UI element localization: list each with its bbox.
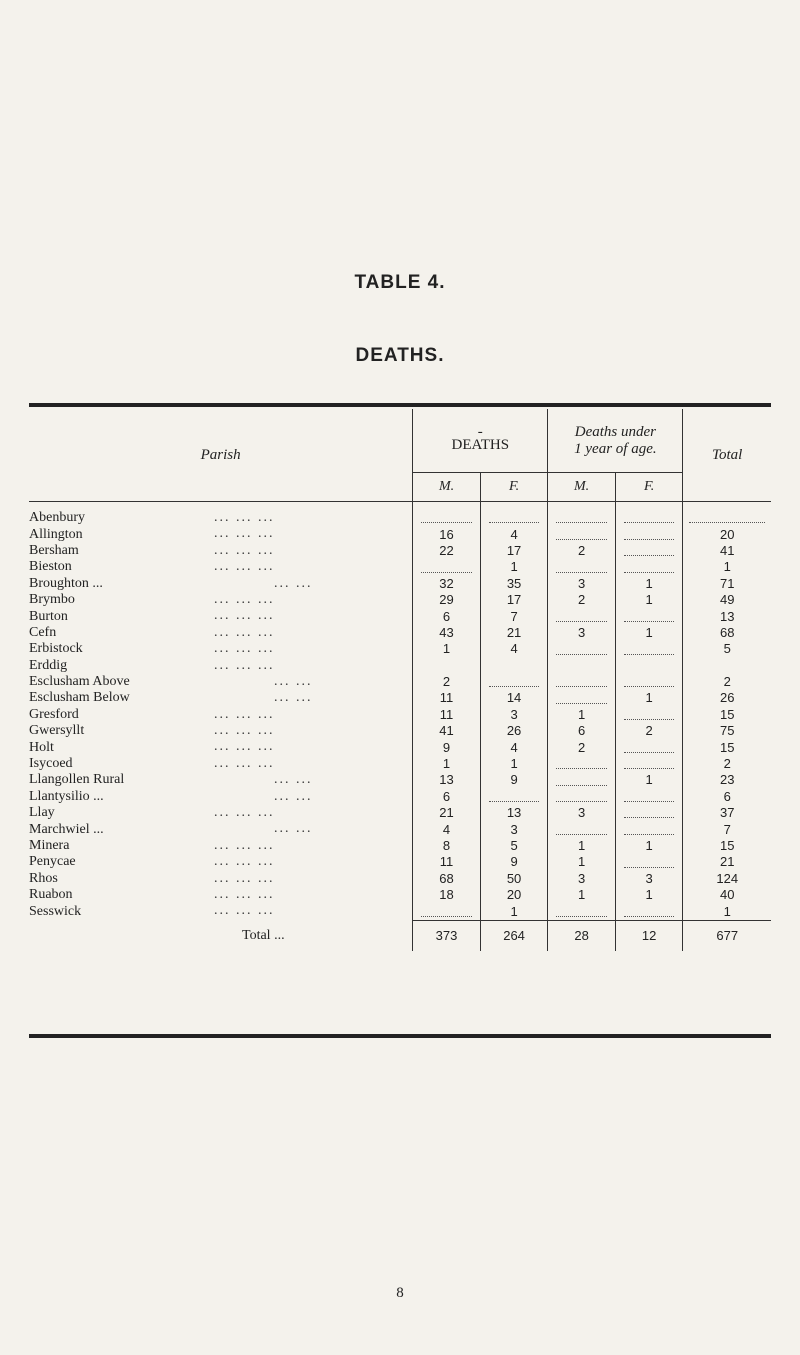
table-row	[29, 789, 771, 805]
table-row	[29, 658, 771, 674]
totals-under-m: 28	[548, 920, 616, 951]
parish-cell	[29, 739, 413, 755]
under-f-cell	[615, 805, 683, 821]
totals-deaths-m: 373	[413, 920, 481, 951]
parish-cell	[29, 526, 413, 542]
under-m-cell	[548, 526, 616, 542]
deaths-f-cell: 26	[480, 723, 548, 739]
deaths-f-cell: 4	[480, 526, 548, 542]
deaths-m-cell: 16	[413, 526, 481, 542]
under-m-cell	[548, 821, 616, 837]
total-cell: 124	[683, 871, 771, 887]
deaths-m-cell: 29	[413, 592, 481, 608]
parish-name: Penycae	[29, 854, 76, 870]
leader-dots: ... ...	[274, 575, 313, 591]
under-m-cell: 3	[548, 871, 616, 887]
under-f-cell: 2	[615, 723, 683, 739]
deaths-m-cell	[413, 658, 481, 674]
parish-cell	[29, 903, 413, 920]
table-body	[29, 502, 771, 921]
under-m-cell: 1	[548, 854, 616, 870]
under-f-cell	[615, 526, 683, 542]
deaths-m-cell: 18	[413, 887, 481, 903]
under-m-cell	[548, 690, 616, 706]
leader-dots: ... ... ...	[214, 608, 275, 624]
deaths-m-cell: 41	[413, 723, 481, 739]
table-label: TABLE 4.	[354, 272, 446, 293]
deaths-f-cell: 1	[480, 559, 548, 575]
deaths-m-cell: 68	[413, 871, 481, 887]
leader-dots: ... ... ...	[214, 624, 275, 640]
leader-dots: ... ... ...	[214, 510, 275, 525]
deaths-m-cell: 43	[413, 625, 481, 641]
parish-name: Llay	[29, 805, 55, 821]
under-m-cell: 2	[548, 543, 616, 559]
deaths-m-cell: 32	[413, 576, 481, 592]
parish-name: Burton	[29, 608, 68, 624]
under-m-cell	[548, 559, 616, 575]
table-row	[29, 887, 771, 903]
parish-name: Cefn	[29, 624, 57, 640]
deaths-m-cell: 9	[413, 739, 481, 755]
deaths-f-cell: 14	[480, 690, 548, 706]
under-f-cell	[615, 739, 683, 755]
table-row	[29, 559, 771, 575]
parish-cell	[29, 707, 413, 723]
total-cell: 15	[683, 838, 771, 854]
table-row	[29, 526, 771, 542]
under-m-cell: 3	[548, 805, 616, 821]
parish-cell	[29, 756, 413, 772]
parish-cell	[29, 887, 413, 903]
table-row	[29, 690, 771, 706]
leader-dots: ... ... ...	[214, 903, 275, 919]
parish-name: Abenbury	[29, 510, 85, 526]
deaths-f-cell	[480, 510, 548, 526]
parish-name: Marchwiel ...	[29, 821, 104, 837]
deaths-f-cell: 3	[480, 821, 548, 837]
under-m-cell: 1	[548, 707, 616, 723]
leader-dots: ... ... ...	[214, 706, 275, 722]
under-f-cell	[615, 658, 683, 674]
deaths-m-cell: 11	[413, 690, 481, 706]
table-row	[29, 723, 771, 739]
table-top-rule	[29, 403, 771, 407]
parish-cell	[29, 805, 413, 821]
total-cell: 2	[683, 674, 771, 690]
col-header-under-m: M.	[548, 473, 616, 502]
total-cell: 1	[683, 559, 771, 575]
total-cell: 7	[683, 821, 771, 837]
total-cell: 1	[683, 903, 771, 920]
under-m-cell: 6	[548, 723, 616, 739]
col-header-under-one-line1: Deaths under	[574, 423, 656, 440]
parish-name: Esclusham Below	[29, 690, 130, 706]
table-row	[29, 625, 771, 641]
deaths-table	[29, 409, 771, 951]
total-cell: 71	[683, 576, 771, 592]
under-m-cell	[548, 903, 616, 920]
under-f-cell: 1	[615, 592, 683, 608]
parish-cell	[29, 723, 413, 739]
under-f-cell	[615, 707, 683, 723]
total-cell: 40	[683, 887, 771, 903]
parish-cell	[29, 510, 413, 526]
parish-cell	[29, 854, 413, 870]
deaths-f-cell	[480, 658, 548, 674]
parish-name: Isycoed	[29, 756, 73, 772]
parish-name: Erddig	[29, 657, 68, 673]
parish-cell	[29, 592, 413, 608]
col-header-under-one	[548, 409, 683, 473]
under-f-cell: 1	[615, 772, 683, 788]
under-f-cell	[615, 821, 683, 837]
under-f-cell	[615, 543, 683, 559]
total-cell: 75	[683, 723, 771, 739]
total-cell: 49	[683, 592, 771, 608]
leader-dots: ... ... ...	[214, 805, 275, 821]
under-f-cell	[615, 903, 683, 920]
deaths-f-cell	[480, 789, 548, 805]
leader-dots: ... ...	[274, 772, 313, 788]
leader-dots: ... ... ...	[214, 723, 275, 739]
deaths-m-cell: 21	[413, 805, 481, 821]
col-header-parish: Parish	[29, 409, 413, 502]
parish-cell	[29, 838, 413, 854]
parish-name: Esclusham Above	[29, 674, 130, 690]
table-row	[29, 903, 771, 920]
col-header-deaths-f: F.	[480, 473, 548, 502]
deaths-m-cell: 22	[413, 543, 481, 559]
deaths-f-cell: 1	[480, 756, 548, 772]
total-cell: 6	[683, 789, 771, 805]
deaths-f-cell: 13	[480, 805, 548, 821]
col-header-total: Total	[683, 409, 771, 502]
table-row	[29, 805, 771, 821]
deaths-f-cell: 1	[480, 903, 548, 920]
col-header-deaths: - DEATHS	[413, 409, 548, 473]
deaths-f-cell	[480, 674, 548, 690]
under-f-cell	[615, 641, 683, 657]
leader-dots: ... ... ...	[214, 739, 275, 755]
leader-dots: ... ... ...	[214, 870, 275, 886]
under-f-cell	[615, 854, 683, 870]
total-cell: 21	[683, 854, 771, 870]
parish-name: Llangollen Rural	[29, 772, 125, 788]
leader-dots: ... ...	[274, 690, 313, 706]
parish-cell	[29, 559, 413, 575]
table-row	[29, 756, 771, 772]
page-number: 8	[396, 1285, 404, 1301]
col-header-under-f: F.	[615, 473, 683, 502]
deaths-m-cell: 11	[413, 707, 481, 723]
table-row	[29, 854, 771, 870]
deaths-f-cell: 9	[480, 854, 548, 870]
deaths-f-cell: 9	[480, 772, 548, 788]
total-cell	[683, 658, 771, 674]
deaths-m-cell: 11	[413, 854, 481, 870]
table-row	[29, 641, 771, 657]
total-cell: 68	[683, 625, 771, 641]
under-f-cell: 1	[615, 838, 683, 854]
table-row	[29, 592, 771, 608]
total-cell	[683, 510, 771, 526]
under-m-cell	[548, 510, 616, 526]
total-cell: 15	[683, 707, 771, 723]
deaths-f-cell: 17	[480, 543, 548, 559]
col-header-deaths-label: DEATHS	[451, 437, 510, 453]
under-m-cell: 1	[548, 887, 616, 903]
leader-dots: ... ... ...	[214, 591, 275, 607]
leader-dots: ... ...	[274, 788, 313, 804]
under-f-cell: 1	[615, 690, 683, 706]
deaths-f-cell: 4	[480, 739, 548, 755]
deaths-m-cell: 6	[413, 789, 481, 805]
parish-name: Allington	[29, 526, 83, 542]
total-cell: 41	[683, 543, 771, 559]
leader-dots: ... ... ...	[214, 837, 275, 853]
parish-cell	[29, 543, 413, 559]
leader-dots: ... ... ...	[214, 641, 275, 657]
parish-cell	[29, 789, 413, 805]
parish-cell	[29, 608, 413, 624]
under-f-cell: 1	[615, 625, 683, 641]
deaths-m-cell: 8	[413, 838, 481, 854]
deaths-f-cell: 50	[480, 871, 548, 887]
total-cell: 2	[683, 756, 771, 772]
deaths-m-cell	[413, 559, 481, 575]
under-m-cell	[548, 608, 616, 624]
deaths-m-cell: 1	[413, 756, 481, 772]
total-cell: 13	[683, 608, 771, 624]
parish-cell	[29, 625, 413, 641]
under-m-cell	[548, 789, 616, 805]
deaths-m-cell	[413, 510, 481, 526]
parish-cell	[29, 641, 413, 657]
under-m-cell	[548, 658, 616, 674]
parish-name: Gwersyllt	[29, 723, 85, 739]
parish-name: Bieston	[29, 559, 72, 575]
under-m-cell: 2	[548, 592, 616, 608]
total-cell: 15	[683, 739, 771, 755]
deaths-f-cell: 17	[480, 592, 548, 608]
parish-name: Llantysilio ...	[29, 788, 104, 804]
table-row	[29, 674, 771, 690]
table-row	[29, 707, 771, 723]
under-m-cell	[548, 756, 616, 772]
leader-dots: ... ... ...	[214, 542, 275, 558]
totals-deaths-f: 264	[480, 920, 548, 951]
under-m-cell: 2	[548, 739, 616, 755]
under-f-cell	[615, 510, 683, 526]
parish-name: Ruabon	[29, 887, 73, 903]
deaths-f-cell: 5	[480, 838, 548, 854]
under-m-cell	[548, 641, 616, 657]
under-f-cell	[615, 789, 683, 805]
parish-name: Erbistock	[29, 641, 83, 657]
parish-cell	[29, 658, 413, 674]
deaths-m-cell: 2	[413, 674, 481, 690]
totals-total: 677	[683, 920, 771, 951]
parish-name: Brymbo	[29, 592, 75, 608]
deaths-f-cell: 20	[480, 887, 548, 903]
totals-row	[29, 920, 771, 951]
under-f-cell: 3	[615, 871, 683, 887]
table-bottom-rule	[29, 1034, 771, 1038]
parish-cell	[29, 871, 413, 887]
table-title: DEATHS.	[355, 345, 445, 366]
total-cell: 23	[683, 772, 771, 788]
leader-dots: ... ... ...	[214, 755, 275, 771]
parish-cell	[29, 690, 413, 706]
table-row	[29, 608, 771, 624]
table-row	[29, 739, 771, 755]
total-cell: 37	[683, 805, 771, 821]
leader-dots: ... ... ...	[214, 657, 275, 673]
under-m-cell	[548, 772, 616, 788]
table-row	[29, 543, 771, 559]
under-f-cell	[615, 559, 683, 575]
total-cell: 26	[683, 690, 771, 706]
leader-dots: ... ...	[274, 673, 313, 689]
under-f-cell: 1	[615, 887, 683, 903]
parish-name: Holt	[29, 739, 54, 755]
deaths-f-cell: 21	[480, 625, 548, 641]
under-f-cell	[615, 674, 683, 690]
col-header-deaths-m: M.	[413, 473, 481, 502]
total-cell: 20	[683, 526, 771, 542]
under-f-cell	[615, 608, 683, 624]
under-f-cell	[615, 756, 683, 772]
parish-name: Sesswick	[29, 903, 82, 919]
leader-dots: ... ... ...	[214, 526, 275, 542]
under-m-cell: 3	[548, 625, 616, 641]
parish-name: Rhos	[29, 870, 58, 886]
parish-cell	[29, 821, 413, 837]
under-m-cell: 3	[548, 576, 616, 592]
totals-label: Total ...	[242, 927, 285, 943]
under-f-cell: 1	[615, 576, 683, 592]
col-header-under-one-line2: 1 year of age.	[574, 440, 657, 457]
deaths-f-cell: 3	[480, 707, 548, 723]
table-row	[29, 871, 771, 887]
parish-cell	[29, 576, 413, 592]
table-row	[29, 510, 771, 526]
leader-dots: ... ... ...	[214, 854, 275, 870]
under-m-cell: 1	[548, 838, 616, 854]
table-row	[29, 576, 771, 592]
table-row	[29, 838, 771, 854]
deaths-f-cell: 7	[480, 608, 548, 624]
deaths-m-cell	[413, 903, 481, 920]
deaths-m-cell: 6	[413, 608, 481, 624]
deaths-f-cell: 35	[480, 576, 548, 592]
parish-name: Broughton ...	[29, 575, 103, 591]
parish-name: Minera	[29, 838, 70, 853]
total-cell: 5	[683, 641, 771, 657]
parish-name: Bersham	[29, 542, 79, 558]
deaths-f-cell: 4	[480, 641, 548, 657]
deaths-m-cell: 13	[413, 772, 481, 788]
leader-dots: ... ... ...	[214, 559, 275, 575]
parish-name: Gresford	[29, 706, 79, 722]
under-m-cell	[548, 674, 616, 690]
parish-cell	[29, 674, 413, 690]
table-row	[29, 772, 771, 788]
leader-dots: ... ... ...	[214, 886, 275, 902]
table-row	[29, 821, 771, 837]
leader-dots: ... ...	[274, 821, 313, 837]
totals-under-f: 12	[615, 920, 683, 951]
deaths-m-cell: 4	[413, 821, 481, 837]
parish-cell	[29, 772, 413, 788]
deaths-m-cell: 1	[413, 641, 481, 657]
